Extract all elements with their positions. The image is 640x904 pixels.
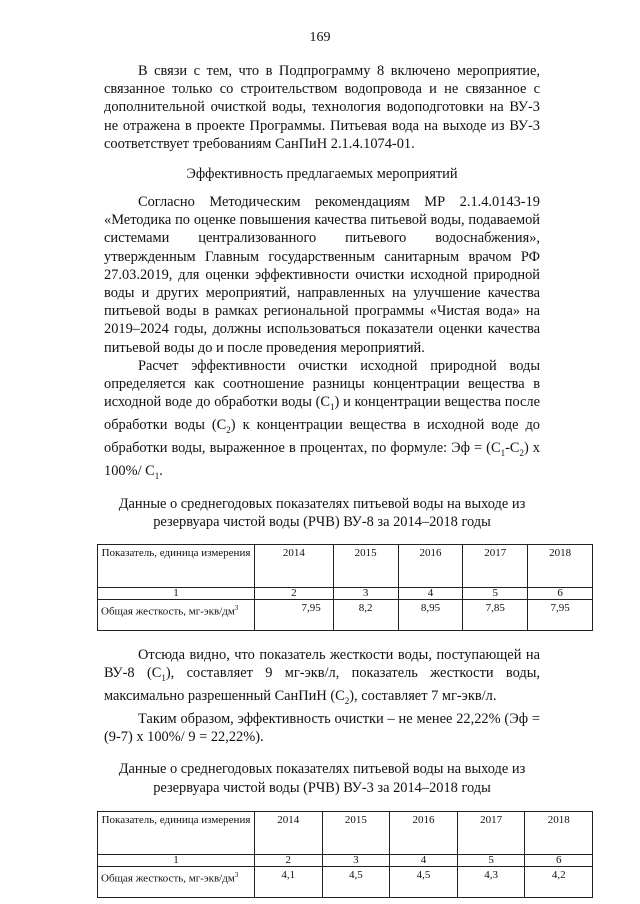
header-indicator: Показатель, единица измерения bbox=[98, 544, 255, 587]
paragraph-vu8-hardness: Отсюда видно, что показатель жесткости воды, поступающей на ВУ-8 $(С_1)$, составляет 9 мг-экв/л, показатель жесткости воды, максимально разрешенный СанПиН $(С_2)$, составляет 7 мг-экв/л. bbox=[104, 646, 540, 706]
table-cell: 4,3 bbox=[457, 867, 525, 898]
table-cell: 7,85 bbox=[463, 599, 528, 630]
table-cell: 4,2 bbox=[525, 867, 593, 898]
header-year: 2017 bbox=[463, 544, 528, 587]
table-header-row bbox=[98, 812, 593, 855]
column-number: 6 bbox=[528, 587, 593, 599]
column-number: 4 bbox=[390, 855, 458, 867]
column-number: 5 bbox=[457, 855, 525, 867]
table-cell: 8,2 bbox=[333, 599, 398, 630]
page-number: 169 bbox=[309, 30, 331, 45]
header-year: 2016 bbox=[390, 812, 458, 855]
table2-heading: Данные о среднегодовых показателях питьевой воды на выходе из резервуара чистой воды (РЧВ) ВУ-3 за 2014–2018 годы bbox=[118, 761, 526, 796]
column-number: 1 bbox=[98, 587, 255, 599]
row-label: Общая жесткость, $мг-экв/дм^3$ bbox=[98, 867, 255, 898]
column-number: 3 bbox=[322, 855, 390, 867]
table-number-row bbox=[98, 855, 593, 867]
table-cell: 8,95 bbox=[398, 599, 463, 630]
table-cell: 7,95 bbox=[255, 599, 334, 630]
header-year: 2015 bbox=[333, 544, 398, 587]
paragraph-efficiency-result: Таким образом, эффективность очистки – не менее 22,22% (Эф = (9-7) х 100%/ 9 = 22,22%). bbox=[104, 710, 540, 746]
table-cell: 4,1 bbox=[255, 867, 323, 898]
table-vu3 bbox=[97, 811, 593, 898]
column-number: 1 bbox=[98, 855, 255, 867]
header-year: 2014 bbox=[255, 812, 323, 855]
header-year: 2017 bbox=[457, 812, 525, 855]
paragraph-efficiency-formula: Расчет эффективности очистки исходной природной воды определяется как соотношение разницы концентрации вещества в исходной воде до обработки воды $(С_1)$ и концентрации вещества после обработки воды $(С_2)$ к концентрации вещества в исходной воде до обработки воды, выраженное в процентах, по формуле: Эф = $(С_1-С_2)$ х 100%/ $С_1$. bbox=[104, 357, 541, 482]
column-number: 4 bbox=[398, 587, 463, 599]
table-number-row bbox=[98, 587, 593, 599]
paragraph-methodology: Согласно Методическим рекомендациям МР 2.1.4.0143-19 «Методика по оценке повышения качества питьевой воды, подаваемой системами централизованного питьевого водоснабжения», утвержденным Главным государственным санитарным врачом РФ 27.03.2019, для оценки эффективности очистки исходной природной воды и других мероприятий, направленных на улучшение качества питьевой воды в рамках региональной программы «Чистая вода» на 2019–2024 годы, должны использоваться показатели оценки качества питьевой воды до и после проведения мероприятий. bbox=[104, 194, 540, 356]
header-year: 2016 bbox=[398, 544, 463, 587]
row-label: Общая жесткость, $мг-экв/дм^3$ bbox=[98, 599, 255, 630]
table-cell: 4,5 bbox=[390, 867, 458, 898]
header-indicator: Показатель, единица измерения bbox=[98, 812, 255, 855]
table-vu8 bbox=[97, 544, 593, 631]
table-row bbox=[98, 599, 593, 630]
table-cell: 4,5 bbox=[322, 867, 390, 898]
table1-heading: Данные о среднегодовых показателях питьевой воды на выходе из резервуара чистой воды (РЧВ) ВУ-8 за 2014–2018 годы bbox=[118, 495, 526, 531]
table-row bbox=[98, 867, 593, 898]
header-year: 2018 bbox=[525, 812, 593, 855]
column-number: 3 bbox=[333, 587, 398, 599]
column-number: 5 bbox=[463, 587, 528, 599]
section-heading: Эффективность предлагаемых мероприятий bbox=[186, 166, 458, 183]
header-year: 2018 bbox=[528, 544, 593, 587]
document-body bbox=[101, 62, 572, 898]
column-number: 2 bbox=[255, 855, 323, 867]
header-year: 2014 bbox=[255, 544, 334, 587]
paragraph-vu3-technology: В связи с тем, что в Подпрограмму 8 включено мероприятие, связанное только со строительством водопровода и не связанное с дополнительной очисткой воды, технология водоподготовки на ВУ-3 не отражена в проекте Программы. Питьевая вода на выходе из ВУ-3 соответствует требованиям СанПиН 2.1.4.1074-01. bbox=[104, 63, 540, 152]
table-header-row bbox=[98, 544, 593, 587]
table-cell: 7,95 bbox=[528, 599, 593, 630]
column-number: 2 bbox=[255, 587, 334, 599]
column-number: 6 bbox=[525, 855, 593, 867]
header-year: 2015 bbox=[322, 812, 390, 855]
